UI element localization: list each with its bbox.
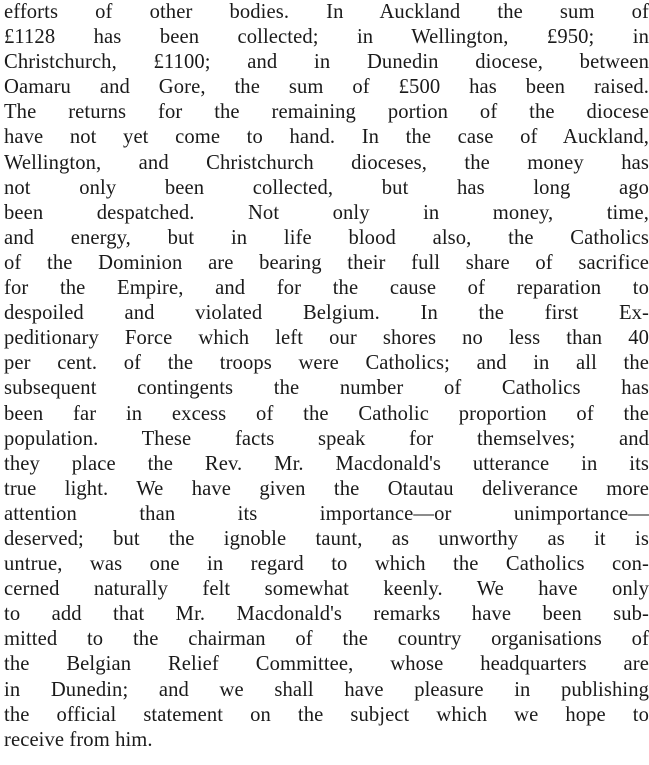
text-line: subsequent contingents the number of Catholics has (4, 377, 649, 400)
text-line: true light. We have given the Otautau deliverance more (4, 477, 649, 500)
text-line: Oamaru and Gore, the sum of £500 has been raised. (4, 76, 649, 99)
text-line: Wellington, and Christchurch dioceses, the money has (4, 151, 649, 174)
text-line: not only been collected, but has long ago (4, 176, 649, 199)
text-line: peditionary Force which left our shores no less than 40 (4, 327, 649, 350)
text-line: receive from him. (4, 728, 153, 751)
text-line: despoiled and violated Belgium. In the first Ex- (4, 302, 649, 325)
text-line: population. These facts speak for themselves; and (4, 427, 649, 450)
text-line: untrue, was one in regard to which the Catholics con- (4, 553, 649, 576)
text-line: £1128 has been collected; in Wellington, £950; in (4, 26, 649, 49)
text-line: been far in excess of the Catholic proportion of the (4, 402, 649, 425)
text-line: in Dunedin; and we shall have pleasure in publishing (4, 678, 649, 701)
text-line: have not yet come to hand. In the case of Auckland, (4, 126, 649, 149)
text-line: attention than its importance—or unimportance— (4, 502, 649, 525)
text-line: and energy, but in life blood also, the Catholics (4, 226, 649, 249)
text-line: the Belgian Relief Committee, whose headquarters are (4, 653, 649, 676)
article-column (4, 0, 649, 753)
text-line: deserved; but the ignoble taunt, as unworthy as it is (4, 527, 649, 550)
text-line: mitted to the chairman of the country organisations of (4, 628, 649, 651)
text-line: Christchurch, £1100; and in Dunedin diocese, between (4, 51, 649, 74)
text-line: The returns for the remaining portion of the diocese (4, 101, 649, 124)
text-line: to add that Mr. Macdonald's remarks have been sub- (4, 603, 649, 626)
text-line: they place the Rev. Mr. Macdonald's utterance in its (4, 452, 649, 475)
text-line: per cent. of the troops were Catholics; and in all the (4, 352, 649, 375)
text-line: for the Empire, and for the cause of reparation to (4, 277, 649, 300)
text-line: cerned naturally felt somewhat keenly. We have only (4, 578, 649, 601)
text-line: the official statement on the subject which we hope to (4, 703, 649, 726)
text-line: of the Dominion are bearing their full share of sacrifice (4, 251, 649, 274)
text-line: efforts of other bodies. In Auckland the sum of (4, 1, 649, 23)
text-line: been despatched. Not only in money, time, (4, 201, 649, 224)
